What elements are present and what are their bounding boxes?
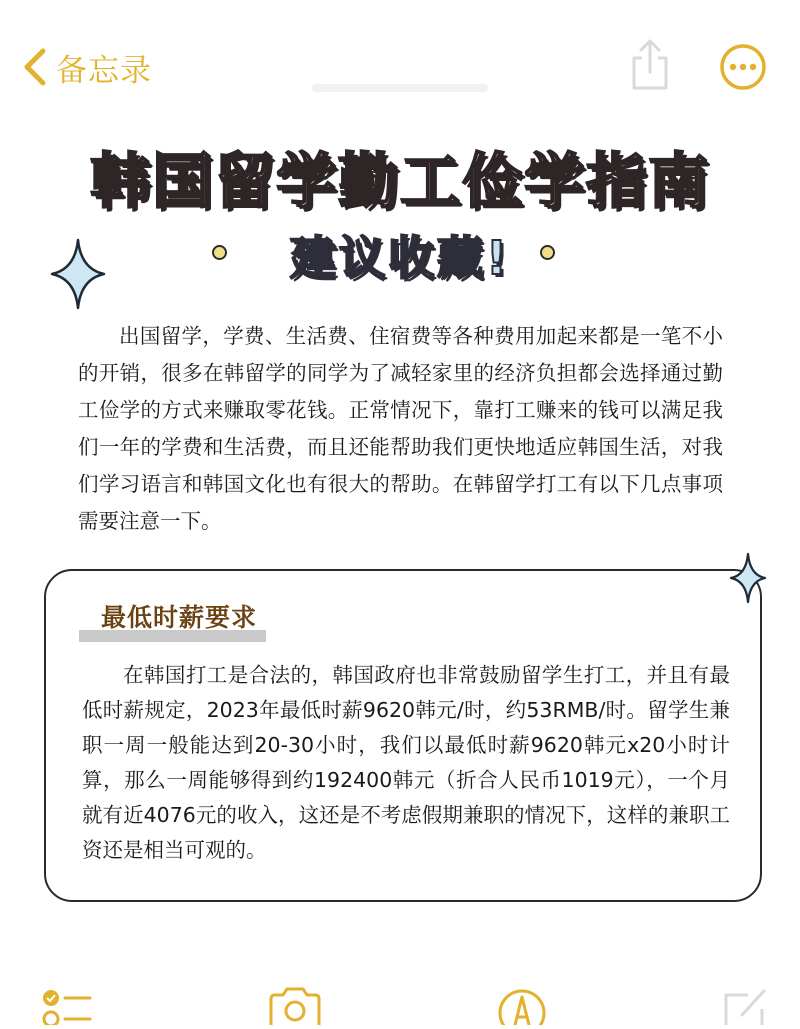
- page-title: 韩国留学勤工俭学指南: [90, 147, 710, 217]
- checklist-icon: [40, 985, 96, 1025]
- compose-button[interactable]: [718, 985, 774, 1025]
- sparkle-star-icon: [729, 552, 767, 604]
- markup-button[interactable]: [494, 985, 550, 1025]
- sparkle-star-icon: [50, 238, 106, 310]
- checklist-button[interactable]: [40, 985, 96, 1025]
- compose-icon: [718, 985, 774, 1025]
- chevron-left-icon: [22, 47, 48, 87]
- section-heading: 最低时薪要求: [101, 603, 258, 632]
- faint-divider: [312, 84, 488, 92]
- page-subtitle: 建议收藏!: [290, 231, 510, 285]
- intro-paragraph: 出国留学，学费、生活费、住宿费等各种费用加起来都是一笔不小的开销，很多在韩留学的同学为了减轻家里的经济负担都会选择通过勤工俭学的方式来赚取零花钱。正常情况下，靠打工赚来的钱可以满足我们一年的学费和生活费，而且还能帮助我们更快地适应韩国生活，对我们学习语言和韩国文化也有很大的帮助。在韩留学打工有以下几点事项需要注意一下。: [78, 324, 723, 533]
- decor-dot-right: [540, 245, 555, 260]
- pen-markup-icon: [494, 985, 550, 1025]
- back-label: 备忘录: [56, 52, 152, 89]
- camera-button[interactable]: [266, 985, 324, 1025]
- decor-dot-left: [212, 245, 227, 260]
- back-button[interactable]: [22, 42, 152, 92]
- section-body: 在韩国打工是合法的，韩国政府也非常鼓励留学生打工，并且有最低时薪规定，2023年最低时薪9620韩元/时，约53RMB/时。留学生兼职一周一般能达到20-30小时，我们以最低时薪9620韩元x20小时计算，那么一周能够得到约192400韩元（折合人民币1019元），一个月就有近4076元的收入，这还是不考虑假期兼职的情况下，这样的兼职工资还是相当可观的。: [82, 663, 730, 862]
- share-button[interactable]: [628, 36, 672, 92]
- camera-icon: [266, 985, 324, 1025]
- more-ellipsis-icon: [718, 42, 768, 92]
- share-icon: [628, 36, 672, 92]
- more-button[interactable]: [718, 42, 768, 92]
